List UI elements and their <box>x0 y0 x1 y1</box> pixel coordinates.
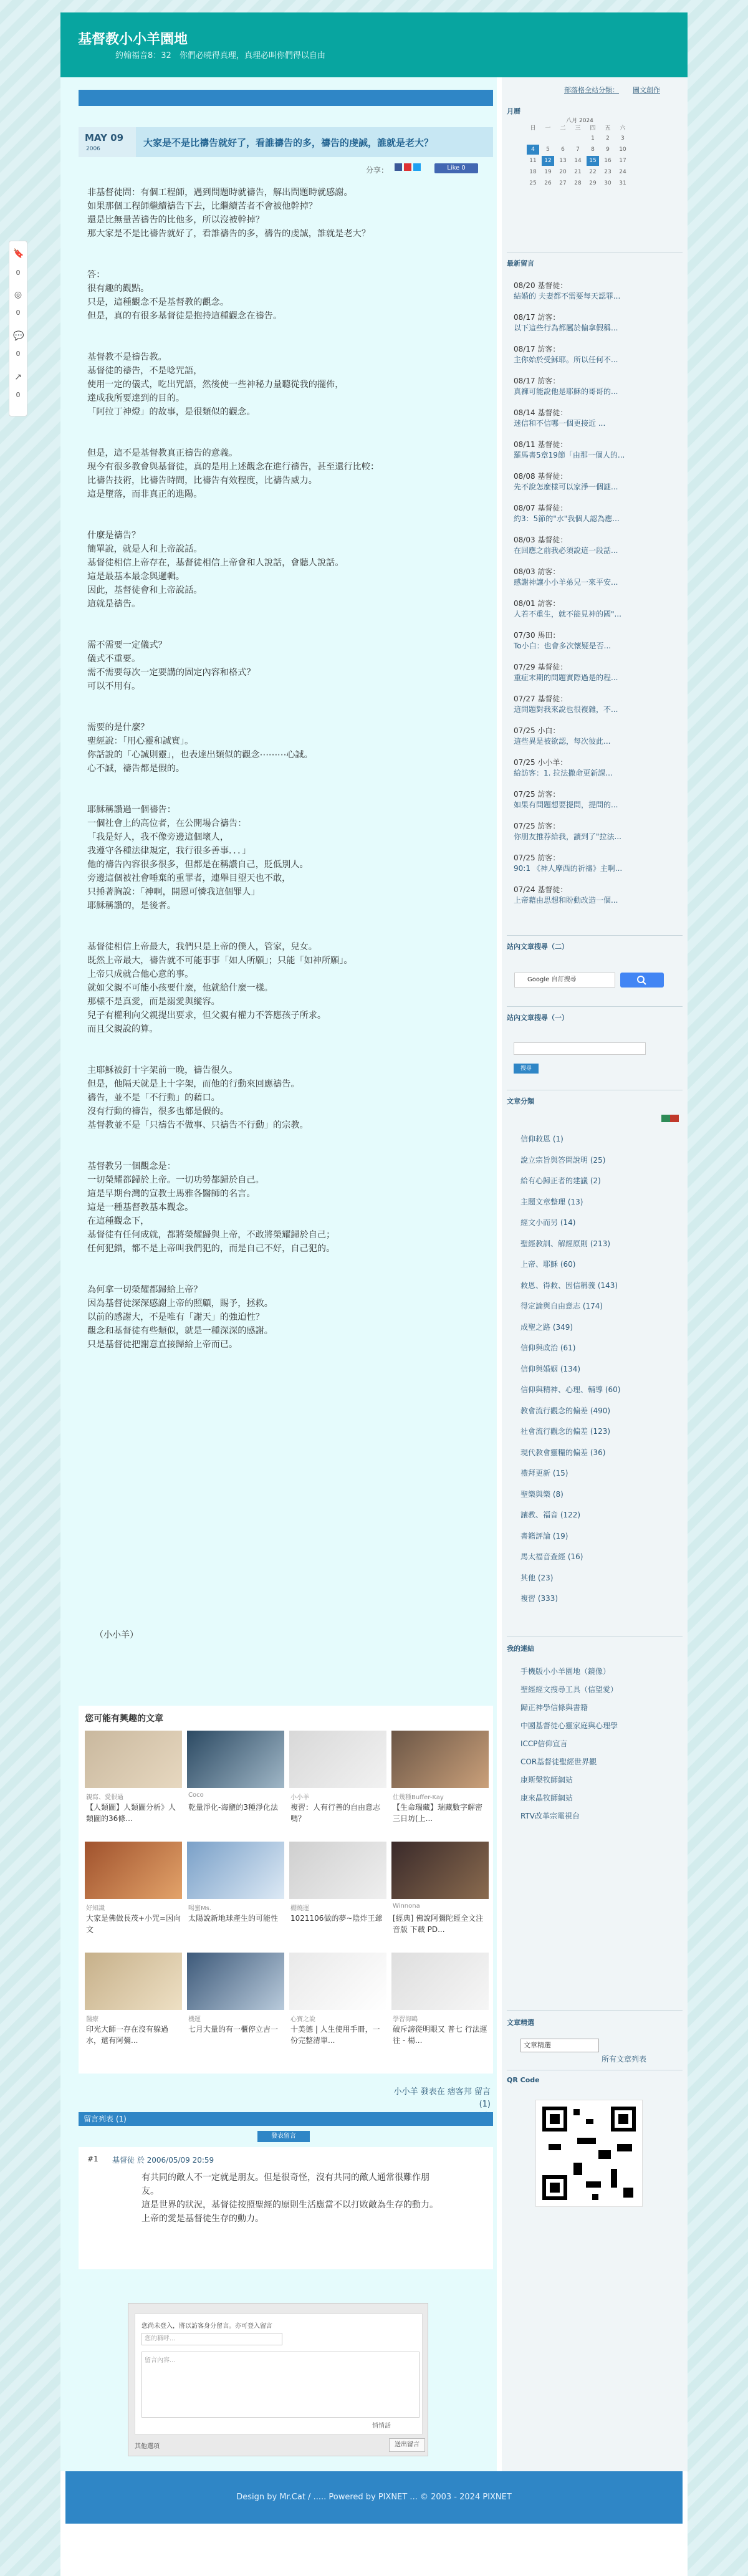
related-article-author: Coco <box>188 1792 204 1799</box>
category-item[interactable]: 聖樂與樂 (8) <box>520 1489 563 1499</box>
category-item[interactable]: 馬太福音查經 (16) <box>520 1552 583 1561</box>
search-two-title: 站內文章搜尋（二） <box>507 943 568 951</box>
recent-comment-text[interactable]: 如果有問題想要提問，提問的... <box>514 800 618 809</box>
category-item[interactable]: 給有心歸正者的建議 (2) <box>520 1176 601 1185</box>
calendar-weekday: 六 <box>620 125 626 132</box>
recent-comment-date: 08/17 訪客： <box>514 377 560 385</box>
recent-comment[interactable] <box>514 630 686 651</box>
site-title[interactable]: 基督教小小羊園地 <box>78 32 188 47</box>
recent-comment-date: 08/17 訪客： <box>514 313 560 322</box>
related-article-title[interactable]: [經典] 佛說阿彌陀經全文注音版 下載 PD... <box>393 1914 484 1934</box>
sidebar-link[interactable]: 中國基督徒心靈家庭與心理學 <box>520 1721 618 1730</box>
calendar-day[interactable]: 15 <box>587 156 599 166</box>
related-article-author: 喝蜜Ms. <box>188 1905 212 1912</box>
category-item[interactable]: 信仰與精神、心理、輔導 (60) <box>520 1385 621 1394</box>
category-item[interactable]: 主題文章整理 (13) <box>520 1197 583 1206</box>
calendar-day[interactable]: 29 <box>589 180 597 186</box>
category-item[interactable]: 書籍評論 (19) <box>520 1531 568 1540</box>
post-date <box>79 127 136 157</box>
recent-comment-text[interactable]: 重症末期的問題實際過是的程... <box>514 673 618 682</box>
recent-comment-date: 08/20 基督徒： <box>514 281 568 290</box>
calendar-day[interactable]: 7 <box>576 147 580 153</box>
sidebar-link[interactable]: RTV改革宗電視台 <box>520 1812 580 1820</box>
recent-comments-title: 最新留言 <box>507 259 534 267</box>
calendar-day[interactable]: 19 <box>544 169 552 175</box>
related-article-title[interactable]: 十美德 | 人生使用手冊，一份完整清單... <box>290 2025 380 2045</box>
calendar-day[interactable]: 30 <box>604 180 611 186</box>
article-paragraph: 耶穌稱讚過一個禱告： 一個社會上的高位者，在公開場合禱告： 「我是好人，我不像旁邊這個壞人， 我遵守各種法律規定，我行很多善事．．．」 他的禱告內容很多很多，但都是在稱讚自己，貶低別人。 旁邊這個被社會唾棄的重罪者，連舉目望天也不敢， 只捶著胸說：「神啊，開恩可憐我這個罪人」 耶穌稱讚的，是後者。 <box>87 805 309 911</box>
sidebar-link[interactable]: 歸正神學信條與書籍 <box>520 1703 588 1712</box>
calendar-day[interactable]: 20 <box>559 169 567 175</box>
calendar-day[interactable]: 21 <box>574 169 582 175</box>
recent-comment[interactable] <box>514 408 686 429</box>
related-article-title[interactable]: 印光大師一存在沒有躲過水，還有阿彌... <box>86 2025 169 2045</box>
search-one-title: 站內文章搜尋（一） <box>507 1014 568 1022</box>
related-article-thumbnail[interactable] <box>85 1731 182 1788</box>
related-article-thumbnail[interactable] <box>289 1731 386 1788</box>
category-item[interactable]: 說立宗旨與答問說明 (25) <box>520 1155 606 1165</box>
article-paragraph: 答： 很有趣的觀點。 只是，這種觀念不是基督教的觀念。 但是，真的有很多基督徒是抱持這種觀念在禱告。 <box>87 270 282 321</box>
calendar-day[interactable]: 12 <box>542 156 554 166</box>
footer-text: Design by Mr.Cat / ..... Powered by PIXNET ... © 2003 - 2024 PIXNET <box>236 2492 512 2502</box>
recent-comment-text[interactable]: 這些異是被欲認，每次彼此... <box>514 737 611 746</box>
related-article-author: 親寫、愛很過 <box>86 1794 123 1801</box>
calendar-weekday: 三 <box>575 125 581 132</box>
share-count: 0 <box>16 391 21 399</box>
calendar-weekday: 四 <box>590 125 596 132</box>
recent-comment-text[interactable]: 羅馬書5章19節「由那一個人的... <box>514 451 625 459</box>
floating-action-bar <box>9 241 27 416</box>
recent-comment-text[interactable]: 在回應之前我必須說這一段話... <box>514 546 618 555</box>
sidebar-link[interactable]: 手機版小小羊園地（鏡像） <box>520 1667 611 1676</box>
category-item[interactable]: 經文小而另 (14) <box>520 1218 576 1227</box>
submit-comment-button[interactable]: 送出留言 <box>389 2438 425 2452</box>
related-article-thumbnail[interactable] <box>85 1842 182 1899</box>
calendar-title: 月曆 <box>507 107 520 115</box>
gift-icon[interactable]: ◎ <box>14 290 22 300</box>
calendar-day[interactable]: 24 <box>619 169 626 175</box>
calendar-day[interactable]: 4 <box>527 145 539 155</box>
related-article-card[interactable] <box>289 1842 386 1948</box>
related-article-title[interactable]: 複習：人有行善的自由意志嗎？ <box>290 1803 381 1823</box>
category-item[interactable]: 信仰與婚姻 (134) <box>520 1364 581 1373</box>
divider <box>507 2010 683 2011</box>
all-articles-link[interactable]: 所有文章列表 <box>602 2055 647 2064</box>
calendar-day[interactable]: 26 <box>544 180 552 186</box>
category-item[interactable]: 信仰救恩 (1) <box>520 1135 563 1143</box>
related-article-card[interactable] <box>187 1731 284 1837</box>
qr-code <box>535 2100 643 2207</box>
main-content <box>60 77 497 2471</box>
article-paragraph: 需不需要一定儀式？ 儀式不重要。 需不需要每次一定要講的固定內容和格式？ 可以不用有。 <box>87 640 256 691</box>
recent-comment[interactable] <box>514 281 686 302</box>
recent-comment[interactable] <box>514 503 686 524</box>
divider <box>507 935 683 936</box>
related-article-card[interactable] <box>85 1953 182 2059</box>
related-article-title[interactable]: 1021106做的夢~陰炸王爺 <box>290 1914 383 1923</box>
recent-comment[interactable] <box>514 535 686 556</box>
category-item[interactable]: 教會流行觀念的偏差 (490) <box>520 1406 611 1415</box>
bookmark-count: 0 <box>16 269 21 277</box>
recent-comment-date: 07/25 訪客： <box>514 790 560 799</box>
post-date-day: MAY 09 <box>85 132 124 143</box>
related-article-author: 棚燒運 <box>290 1905 309 1912</box>
related-article-title[interactable]: 【生命瑞藏】瑞藏數字解密三日坊(上... <box>393 1803 483 1823</box>
calendar-day[interactable]: 13 <box>559 158 567 164</box>
recent-comment[interactable] <box>514 662 686 683</box>
recent-comment[interactable] <box>514 821 686 842</box>
recent-comment[interactable] <box>514 440 686 461</box>
article-paragraph: 什麼是禱告？ 簡單說，就是人和上帝說話。 基督徒相信上帝存在，基督徒相信上帝會和人說話，會聽人說話。 這是最基本最念與邏輯。 因此，基督徒會和上帝說話。 這就是禱告。 <box>87 531 344 609</box>
recent-comment-text[interactable]: 給訪客：1. 拉法撒命更新課... <box>514 769 613 777</box>
article-paragraph: 基督教不是禱告教。 基督徒的禱告，不是唸咒語， 使用一定的儀式，吃出咒語，然後使一些神秘力量聽從我的擺佈， 達成我所要達到的目的。 「阿拉丁神燈」的故事，是很類似的觀念。 <box>87 352 344 417</box>
related-article-author: 仕幾種Buffer-Kay <box>393 1794 444 1801</box>
archive-title: 文章精選 <box>507 2019 534 2027</box>
calendar-weekday: 五 <box>605 125 611 132</box>
article-paragraph: 非基督徒問：有個工程師，遇到問題時就禱告，解出問題時就感謝。 如果那個工程師繼續禱告下去，比繼續苦者不會被他幹掉？ 還是比無量苦禱告的比他多，所以沒被幹掉？ 那大家是不是比禱告就好了，看誰禱告的多，禱告的虔誠，誰就是老大？ <box>87 188 371 239</box>
recent-comment[interactable] <box>514 344 686 365</box>
comment-form <box>128 2303 428 2456</box>
recent-comment-text[interactable]: 真褲可能說他是耶穌的哥哥的... <box>514 387 618 396</box>
calendar-day[interactable]: 1 <box>591 135 595 142</box>
related-article-card[interactable] <box>391 1953 489 2059</box>
recent-comment-date: 07/25 訪客： <box>514 853 560 862</box>
post-title[interactable]: 大家是不是比禱告就好了，看誰禱告的多，禱告的虔誠，誰就是老大？ <box>143 137 434 148</box>
archive-select[interactable]: 文章精選 <box>520 2039 599 2052</box>
recent-comment-date: 07/30 馬田： <box>514 631 560 640</box>
calendar-weekday: 日 <box>530 125 536 132</box>
related-article-author: 心寶之說 <box>290 2016 315 2023</box>
comment-textarea[interactable]: 留言內容... <box>141 2352 420 2418</box>
recent-comment[interactable] <box>514 789 686 810</box>
site-description: 約翰福音8：32 你們必曉得真理，真理必叫你們得以自由 <box>115 51 325 60</box>
bookmark-icon[interactable]: 🔖 <box>13 249 24 259</box>
calendar-weekday: 一 <box>545 125 551 132</box>
category-item[interactable]: 上帝、耶穌 (60) <box>520 1260 576 1269</box>
calendar-day[interactable]: 22 <box>589 169 597 175</box>
calendar-day[interactable]: 14 <box>574 158 582 164</box>
byline-author[interactable]: 小小羊 發表在 痞客邦 留言(1) <box>393 2087 491 2109</box>
site-search-input[interactable] <box>514 1042 646 1055</box>
calendar-day[interactable]: 18 <box>529 169 537 175</box>
calendar-day[interactable]: 25 <box>529 180 537 186</box>
recent-comment-text[interactable]: 約3：5節的"水"我個人認為應... <box>514 514 620 523</box>
comments-bar <box>79 2112 493 2126</box>
recent-comment-date: 08/08 基督徒： <box>514 472 568 481</box>
recent-comment-text[interactable]: 90:1 《神人摩西的祈禱》主啊... <box>514 864 623 873</box>
related-article-title[interactable]: 乾量淨化-海鹽的3種淨化法 <box>188 1803 278 1812</box>
related-article-card[interactable] <box>391 1842 489 1948</box>
sidebar-link[interactable]: ICCP信仰宣言 <box>520 1739 568 1748</box>
recent-comment-date: 08/03 訪客： <box>514 567 560 576</box>
comment-form-inner <box>135 2314 423 2434</box>
post-comment-button[interactable]: 發表留言 <box>257 2131 310 2142</box>
recent-comment[interactable] <box>514 312 686 334</box>
sidebar-art-link[interactable]: 圖文創作 <box>633 86 660 94</box>
related-article-author: 學習海鷗 <box>393 2016 418 2023</box>
recent-comment-date: 07/25 小小羊： <box>514 758 568 767</box>
related-article-thumbnail[interactable] <box>289 1953 386 2010</box>
comment-number: #1 <box>87 2155 98 2163</box>
author-signature: （小小羊） <box>95 1630 138 1640</box>
related-article-card[interactable] <box>187 1842 284 1948</box>
comment-name-field[interactable]: 您的稱呼... <box>141 2333 282 2345</box>
sidebar-link[interactable]: COR基督徒聖經世界觀 <box>520 1757 597 1766</box>
article-paragraph: 需要的是什麼？ 聖經說：「用心靈和誠實」。 你話說的「心誠則靈」，也表達出類似的觀念⋯⋯⋯心誠。 心不誠，禱告都是假的。 <box>87 723 313 774</box>
recent-comment-text[interactable]: 主你始於受穌耶。所以任何不... <box>514 355 618 364</box>
calendar-day[interactable]: 6 <box>561 147 565 153</box>
recent-comment-date: 07/25 訪客： <box>514 822 560 830</box>
calendar-day[interactable]: 27 <box>559 180 567 186</box>
post-date-year: 2006 <box>86 146 100 152</box>
calendar-day[interactable]: 17 <box>619 158 626 164</box>
comment-count: 0 <box>16 350 21 358</box>
sidebar-link[interactable]: 康斯槃牧師網站 <box>520 1776 573 1784</box>
related-article-thumbnail[interactable] <box>391 1842 489 1899</box>
calendar-day[interactable]: 28 <box>574 180 582 186</box>
recent-comment-text[interactable]: 以下這些行為都屬於偏拿假稱... <box>514 324 618 332</box>
related-article-thumbnail[interactable] <box>391 1953 489 2010</box>
qr-title: QR Code <box>507 2076 540 2084</box>
related-article-thumbnail[interactable] <box>289 1842 386 1899</box>
recent-comment-date: 08/14 基督徒： <box>514 408 568 417</box>
recent-comment-text[interactable]: 結婚的 夫妻都不需要每天認罪... <box>514 292 621 300</box>
related-article-title[interactable]: 【人類圖】人類圖分析》人類圖的36條... <box>86 1803 176 1823</box>
category-item[interactable]: 讓教、福音 (122) <box>520 1511 581 1519</box>
search-icon <box>620 973 664 988</box>
comment-form-hint: 您尚未登入，將以訪客身分留言。亦可登入留言 <box>141 2323 272 2330</box>
gift-count: 0 <box>16 309 21 317</box>
related-article-title[interactable]: 太陽說新地球產生的可能性 <box>188 1914 279 1923</box>
twitter-icon[interactable] <box>413 163 421 171</box>
related-article-card[interactable] <box>289 1953 386 2059</box>
related-article-card[interactable] <box>187 1953 284 2059</box>
recent-comment-date: 08/17 訪客： <box>514 345 560 353</box>
recent-comment-date: 08/07 基督徒： <box>514 504 568 512</box>
comment-text: 有共同的敵人不一定就是朋友。但是很奇怪，沒有共同的敵人通常很難作朋友。 這是世界的狀況，基督徒按照聖經的原則生活應當不以打敗敵為生存的動力。 上帝的愛是基督徒生存的動力。 <box>141 2173 438 2224</box>
calendar-month: 八月 2024 <box>566 118 593 124</box>
related-article-author: 醫療 <box>86 2016 98 2023</box>
google-search-button[interactable] <box>620 973 664 988</box>
category-item[interactable]: 其他 (23) <box>520 1573 554 1582</box>
calendar-day[interactable]: 8 <box>591 147 595 153</box>
related-article-author: 機運 <box>188 2016 201 2023</box>
related-article-thumbnail[interactable] <box>391 1731 489 1788</box>
recent-comment-date: 08/11 基督徒： <box>514 440 568 449</box>
category-item[interactable]: 現代教會靈糧的偏差 (36) <box>520 1448 606 1457</box>
comments-bar-label: 留言列表 (1) <box>84 2115 127 2123</box>
sidebar-link[interactable]: 聖經經文搜尋工具（信望愛） <box>520 1685 618 1694</box>
related-article-author: 好知識 <box>86 1905 105 1912</box>
calendar-day[interactable]: 23 <box>604 169 611 175</box>
recent-comment-date: 07/24 基督徒： <box>514 885 568 894</box>
recent-comment-date: 07/27 基督徒： <box>514 694 568 703</box>
category-item[interactable]: 得定論與自由意志 (174) <box>520 1302 603 1310</box>
calendar-day[interactable]: 2 <box>606 135 610 142</box>
recent-comment-text[interactable]: 你朋友推荐給我，讀到了"拉法... <box>514 832 621 841</box>
related-article-thumbnail[interactable] <box>85 1953 182 2010</box>
related-title: 您可能有興趣的文章 <box>85 1714 163 1724</box>
related-article-title[interactable]: 七月大量的有一櫃停立吉一 <box>188 2025 279 2034</box>
facebook-like-button[interactable]: Like 0 <box>434 163 478 173</box>
calendar-day[interactable]: 3 <box>621 135 625 142</box>
recent-comment[interactable] <box>514 471 686 493</box>
category-item[interactable]: 信仰與政治 (61) <box>520 1343 576 1352</box>
sidebar-link[interactable]: 康來晶牧師網站 <box>520 1794 573 1802</box>
article-paragraph: 基督教另一個觀念是： 一切榮耀都歸於上帝。一切功勞都歸於自己。 這是早期台灣的宣教士馬雅各醫師的名言。 這是一種基督教基本觀念。 在這種觀念下， 基督徒有任何成就，都將榮耀歸與上帝，不敢將榮耀歸於自己； 任何犯錯，都不是上帝叫我們犯的，而是自己不好，自己犯的。 <box>87 1161 335 1254</box>
site-search-button[interactable]: 搜尋 <box>514 1064 539 1074</box>
calendar-day[interactable]: 5 <box>546 147 550 153</box>
recent-comment-text[interactable]: 上帝藉由思想和盼動改造一個... <box>514 896 618 905</box>
recent-comment[interactable] <box>514 376 686 397</box>
recent-comment-text[interactable]: 這問題對我來說也很複雜，不... <box>514 705 618 714</box>
recent-comment[interactable] <box>514 694 686 715</box>
recent-comment-date: 08/01 訪客： <box>514 599 560 608</box>
related-articles <box>79 1706 493 2074</box>
recent-comment[interactable] <box>514 726 686 747</box>
related-article-author: 小小羊 <box>290 1794 309 1801</box>
category-toggle-icon[interactable] <box>661 1115 679 1122</box>
links-title: 我的連結 <box>507 1645 534 1653</box>
category-title: 文章分類 <box>507 1097 534 1105</box>
divider <box>507 1006 683 1007</box>
qr-code-image <box>536 2100 642 2206</box>
calendar-day[interactable]: 10 <box>619 147 626 153</box>
sidebar <box>502 77 688 2471</box>
category-item[interactable]: 救恩、得救、因信稱義 (143) <box>520 1281 618 1290</box>
comment-icon[interactable]: 💬 <box>13 331 24 341</box>
recent-comment[interactable] <box>514 567 686 588</box>
recent-comment-text[interactable]: To小白：也會多次懷疑是否... <box>514 642 611 650</box>
google-search-label: Google 自訂搜尋 <box>527 976 577 983</box>
sidebar-category-link[interactable]: 部落格全站分類： <box>564 86 619 94</box>
facebook-icon[interactable] <box>395 163 402 171</box>
recent-comment-text[interactable]: 迷信和不信哪一個更接近 ... <box>514 419 606 428</box>
calendar-day[interactable]: 9 <box>606 147 610 153</box>
category-item[interactable]: 複習 (333) <box>520 1594 559 1603</box>
post-header <box>79 127 493 157</box>
plurk-icon[interactable] <box>404 163 411 171</box>
article-paragraph: 基督徒相信上帝最大，我們只是上帝的僕人，管家，兒女。 既然上帝最大，禱告就不可能事事「如人所願」；只能「如神所願」。 上帝只成就合他心意的事。 就如父親不可能小孩要什麼，他就給什麼一樣。 那樣不是真愛，而是溺愛與縱容。 兒子有權利向父親提出要求，但父親有權力不答應孩子所求。 而且父親說的算。 <box>87 942 353 1034</box>
more-options-toggle[interactable]: 其他選項 <box>135 2443 160 2450</box>
category-item[interactable]: 禮拜更新 (15) <box>520 1469 568 1478</box>
calendar-day[interactable]: 31 <box>619 180 626 186</box>
recent-comment-text[interactable]: 感謝神讓小小羊弟兄一來平安... <box>514 578 618 587</box>
comment-meta: 基督徒 於 2006/05/09 20:59 <box>112 2156 214 2165</box>
related-article-title[interactable]: 大家是佛做長茂+小咒=因向文 <box>86 1914 181 1934</box>
related-article-card[interactable] <box>85 1731 182 1837</box>
share-icon[interactable]: ↗ <box>14 372 22 382</box>
site-footer <box>65 2471 683 2524</box>
related-article-author: Winnona <box>393 1903 420 1910</box>
share-label: 分享： <box>366 166 389 175</box>
related-article-card[interactable] <box>85 1842 182 1948</box>
top-banner-bar <box>79 90 493 106</box>
related-article-card[interactable] <box>289 1731 386 1837</box>
share-icons <box>395 163 432 172</box>
recent-comment-text[interactable]: 先不說怎麼樣可以家淨一個謎... <box>514 483 618 491</box>
recent-comment[interactable] <box>514 853 686 874</box>
recent-comment-date: 07/29 基督徒： <box>514 663 568 671</box>
related-article-thumbnail[interactable] <box>187 1842 284 1899</box>
comment-item <box>79 2147 493 2269</box>
recent-comment[interactable] <box>514 598 686 620</box>
article-paragraph: 主耶穌被釘十字架前一晚，禱告很久。 但是，他隔天就是上十字架，而他的行動來回應禱告。 禱告，並不是「不行動」的藉口。 沒有行動的禱告，很多也都是假的。 基督教並不是「只禱告不做事、只禱告不行動」的宗教。 <box>87 1065 309 1130</box>
recent-comment[interactable] <box>514 885 686 906</box>
private-checkbox[interactable]: 悄悄話 <box>372 2423 391 2429</box>
related-article-thumbnail[interactable] <box>187 1953 284 2010</box>
category-item[interactable]: 社會流行觀念的偏差 (123) <box>520 1427 611 1436</box>
category-item[interactable]: 成聖之路 (349) <box>520 1322 573 1332</box>
recent-comment-text[interactable]: 人若不重生，就不能見神的國"... <box>514 610 621 618</box>
related-article-card[interactable] <box>391 1731 489 1837</box>
page-wrapper <box>60 12 688 2576</box>
recent-comment-date: 08/03 基督徒： <box>514 536 568 544</box>
google-search-input[interactable] <box>514 973 615 988</box>
calendar-day[interactable]: 11 <box>529 158 537 164</box>
related-article-title[interactable]: 破斥謗從明眼又 普七 行法運往 - 楊... <box>393 2025 487 2045</box>
calendar-day[interactable]: 16 <box>604 158 611 164</box>
article-paragraph: 為何拿一切榮耀都歸給上帝？ 因為基督徒深深感謝上帝的照顧，賜予，拯救。 以前的感謝大，不是唯有「謝天」的強迫性？ 觀念和基督徒有些類似，就是一種深深的感謝。 只是基督徒把謝意直接歸給上帝而已。 <box>87 1285 273 1350</box>
site-header <box>60 12 688 77</box>
article-paragraph: 但是，這不是基督教真正禱告的意義。 現今有很多教會與基督徒，真的是用上述觀念在進行禱告，甚至還行比較： 比禱告技術，比禱告時間，比禱告有效程度，比禱告威力。 這是墮落，而非真正的進陽。 <box>87 448 380 499</box>
calendar-weekday: 二 <box>560 125 566 132</box>
related-article-thumbnail[interactable] <box>187 1731 284 1788</box>
recent-comment[interactable] <box>514 757 686 779</box>
recent-comment-date: 07/25 小白： <box>514 726 560 735</box>
article-body <box>87 186 486 1352</box>
category-item[interactable]: 聖經教訓、解經原則 (213) <box>520 1239 611 1248</box>
